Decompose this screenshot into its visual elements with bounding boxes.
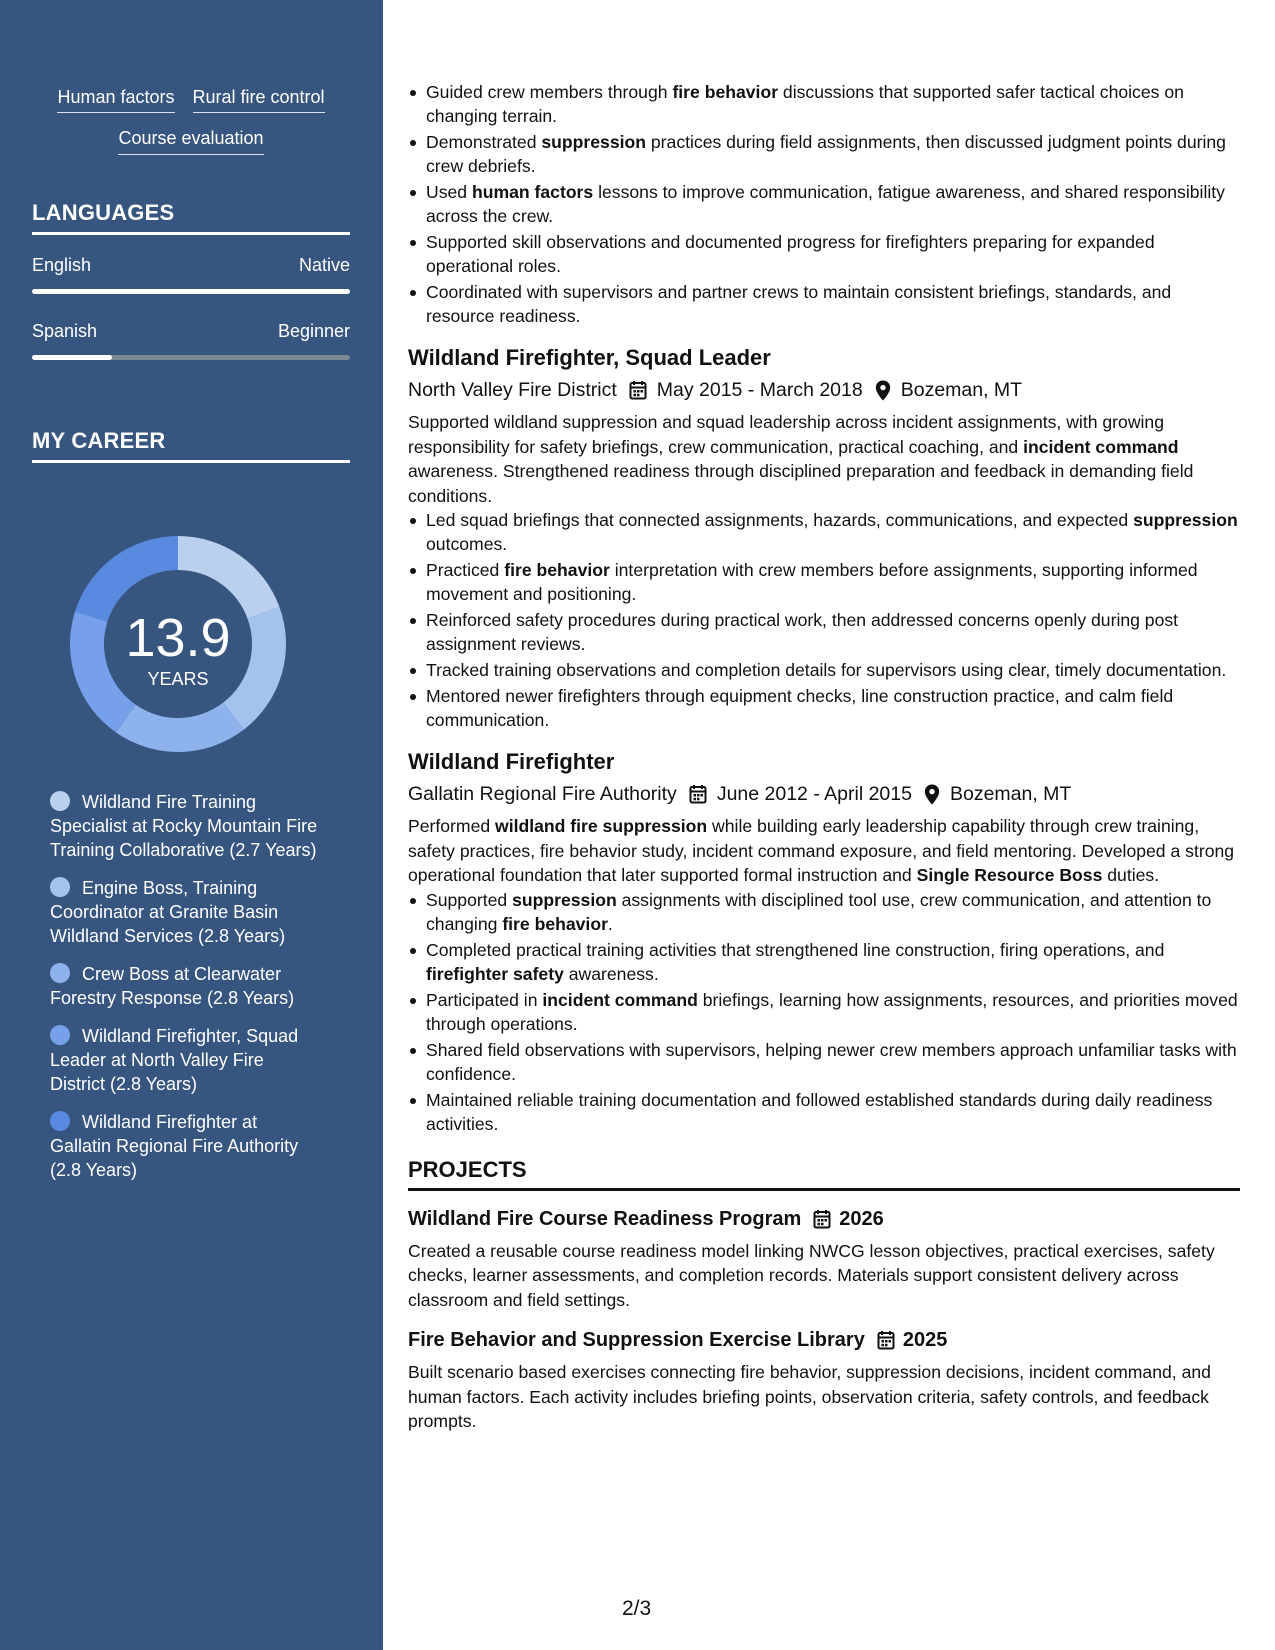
bullet-item: Mentored newer firefighters through equipment checks, line construction practice, and calm field communication.: [408, 684, 1240, 732]
job-location: Bozeman, MT: [900, 379, 1023, 401]
sidebar: [0, 0, 383, 1650]
language-level: Native: [298, 255, 350, 275]
bullet-item: Guided crew members through fire behavior discussions that supported safer tactical choices on changing terrain.: [408, 80, 1240, 128]
legend-dot-icon: [50, 963, 70, 983]
project-name: Fire Behavior and Suppression Exercise Library: [408, 1329, 865, 1351]
bullet-item: Participated in incident command briefings, learning how assignments, resources, and priorities moved through operations.: [408, 988, 1240, 1036]
bullet-item: Demonstrated suppression practices during field assignments, then discussed judgment points during crew debriefs.: [408, 130, 1240, 178]
languages-heading: LANGUAGES: [32, 200, 350, 235]
donut-segment: [116, 703, 244, 752]
language-name: Spanish: [32, 321, 98, 341]
job-location: Bozeman, MT: [949, 783, 1072, 805]
legend-dot-icon: [50, 877, 70, 897]
language-proficiency-fill: [32, 355, 112, 360]
bullet-item: Coordinated with supervisors and partner crews to maintain consistent briefings, standards, and resource readiness.: [408, 280, 1240, 328]
page-number: 2/3: [622, 1597, 652, 1620]
skill-tag: Course evaluation: [118, 127, 263, 154]
career-item: Crew Boss at Clearwater Forestry Response (2.8 Years): [50, 964, 295, 1008]
job-title: Wildland Firefighter: [408, 749, 615, 774]
legend-dot-icon: [50, 1111, 70, 1131]
skill-tag: Rural fire control: [193, 86, 325, 113]
bullet-item: Tracked training observations and completion details for supervisors using clear, timely documentation.: [408, 658, 1240, 682]
career-heading: MY CAREER: [32, 428, 350, 463]
bullet-item: Led squad briefings that connected assignments, hazards, communications, and expected suppression outcomes.: [408, 508, 1240, 556]
job-title: Wildland Firefighter, Squad Leader: [408, 345, 771, 370]
bullet-item: Supported suppression assignments with disciplined tool use, crew communication, and attention to changing fire behavior.: [408, 888, 1240, 936]
bullet-item: Reinforced safety procedures during practical work, then addressed concerns openly during post assignment reviews.: [408, 608, 1240, 656]
language-proficiency-fill: [32, 289, 350, 294]
skill-tag: Human factors: [57, 86, 174, 113]
project-year: 2026: [839, 1207, 884, 1230]
job-dates: June 2012 - April 2015: [716, 783, 912, 805]
project-description: Created a reusable course readiness model linking NWCG lesson objectives, practical exercises, safety checks, learner assessments, and completion records. Materials support consistent delivery across classroom and field settings.: [408, 1240, 1215, 1310]
projects-heading: PROJECTS: [408, 1156, 1240, 1191]
bullet-item: Completed practical training activities that strengthened line construction, firing operations, and firefighter safety awareness.: [408, 938, 1240, 986]
calendar-icon: [813, 1209, 831, 1229]
location-pin-icon: [875, 380, 891, 401]
job-employer: North Valley Fire District: [408, 379, 617, 401]
job-description: Supported wildland suppression and squad leadership across incident assignments, with growing responsibility for safety briefings, crew communication, practical coaching, and incident command awareness. Strengthened readiness through disciplined preparation and feedback in demanding field conditions.: [408, 412, 1194, 506]
language-spanish: [32, 321, 350, 360]
job-bullets: [408, 508, 1240, 732]
language-english: [32, 255, 350, 294]
language-proficiency-bar: [32, 355, 350, 360]
calendar-icon: [689, 784, 707, 804]
donut-segment: [223, 607, 286, 730]
calendar-icon: [629, 380, 647, 400]
career-years-label: YEARS: [147, 669, 209, 689]
bullet-item: Shared field observations with supervisors, helping newer crew members approach unfamiliar tasks with confidence.: [408, 1038, 1240, 1086]
career-donut-chart: [64, 530, 292, 758]
main-content: [408, 80, 1240, 1434]
career-item: Wildland Firefighter, Squad Leader at North Valley Fire District (2.8 Years): [50, 1026, 299, 1094]
project-year: 2025: [902, 1329, 948, 1351]
bullet-item: Practiced fire behavior interpretation with crew members before assignments, supporting informed movement and positioning.: [408, 558, 1240, 606]
career-total-years: 13.9: [125, 608, 231, 668]
career-item: Wildland Fire Training Specialist at Rocky Mountain Fire Training Collaborative (2.7 Years): [50, 792, 318, 860]
previous-job-bullets: [408, 80, 1240, 328]
calendar-icon: [877, 1330, 895, 1350]
language-level: Beginner: [277, 321, 350, 341]
language-name: English: [32, 255, 92, 275]
project-title: [408, 1326, 1240, 1354]
legend-dot-icon: [50, 1025, 70, 1045]
language-proficiency-bar: [32, 289, 350, 294]
job-meta: [408, 376, 1240, 404]
career-item: Wildland Firefighter at Gallatin Regional Fire Authority (2.8 Years): [50, 1112, 299, 1180]
job-employer: Gallatin Regional Fire Authority: [408, 783, 677, 805]
job-description: Performed wildland fire suppression while building early leadership capability through crew training, safety practices, fire behavior study, incident command exposure, and field mentoring. Developed a strong operational foundation that later supported formal instruction and Single Resource Boss duties.: [408, 816, 1235, 885]
skills-tags: [32, 86, 350, 155]
career-item: Engine Boss, Training Coordinator at Granite Basin Wildland Services (2.8 Years): [50, 878, 286, 946]
projects-list: [408, 1205, 1240, 1434]
project-description: Built scenario based exercises connecting fire behavior, suppression decisions, incident command, and human factors. Each activity includes briefing points, observation criteria, safety controls, and feedback prompts.: [408, 1362, 1211, 1431]
experience-list: [408, 344, 1240, 1136]
job-dates: May 2015 - March 2018: [656, 379, 863, 401]
location-pin-icon: [924, 784, 940, 805]
career-legend: [50, 790, 320, 1196]
project-name: Wildland Fire Course Readiness Program: [408, 1207, 802, 1230]
job-bullets: [408, 888, 1240, 1136]
job-meta: [408, 780, 1240, 808]
donut-segment: [178, 536, 279, 619]
bullet-item: Supported skill observations and documented progress for firefighters preparing for expanded operational roles.: [408, 230, 1240, 278]
bullet-item: Maintained reliable training documentation and followed established standards during daily readiness activities.: [408, 1088, 1240, 1136]
legend-dot-icon: [50, 791, 70, 811]
bullet-item: Used human factors lessons to improve communication, fatigue awareness, and shared responsibility across the crew.: [408, 180, 1240, 228]
project-title: [408, 1205, 1240, 1233]
